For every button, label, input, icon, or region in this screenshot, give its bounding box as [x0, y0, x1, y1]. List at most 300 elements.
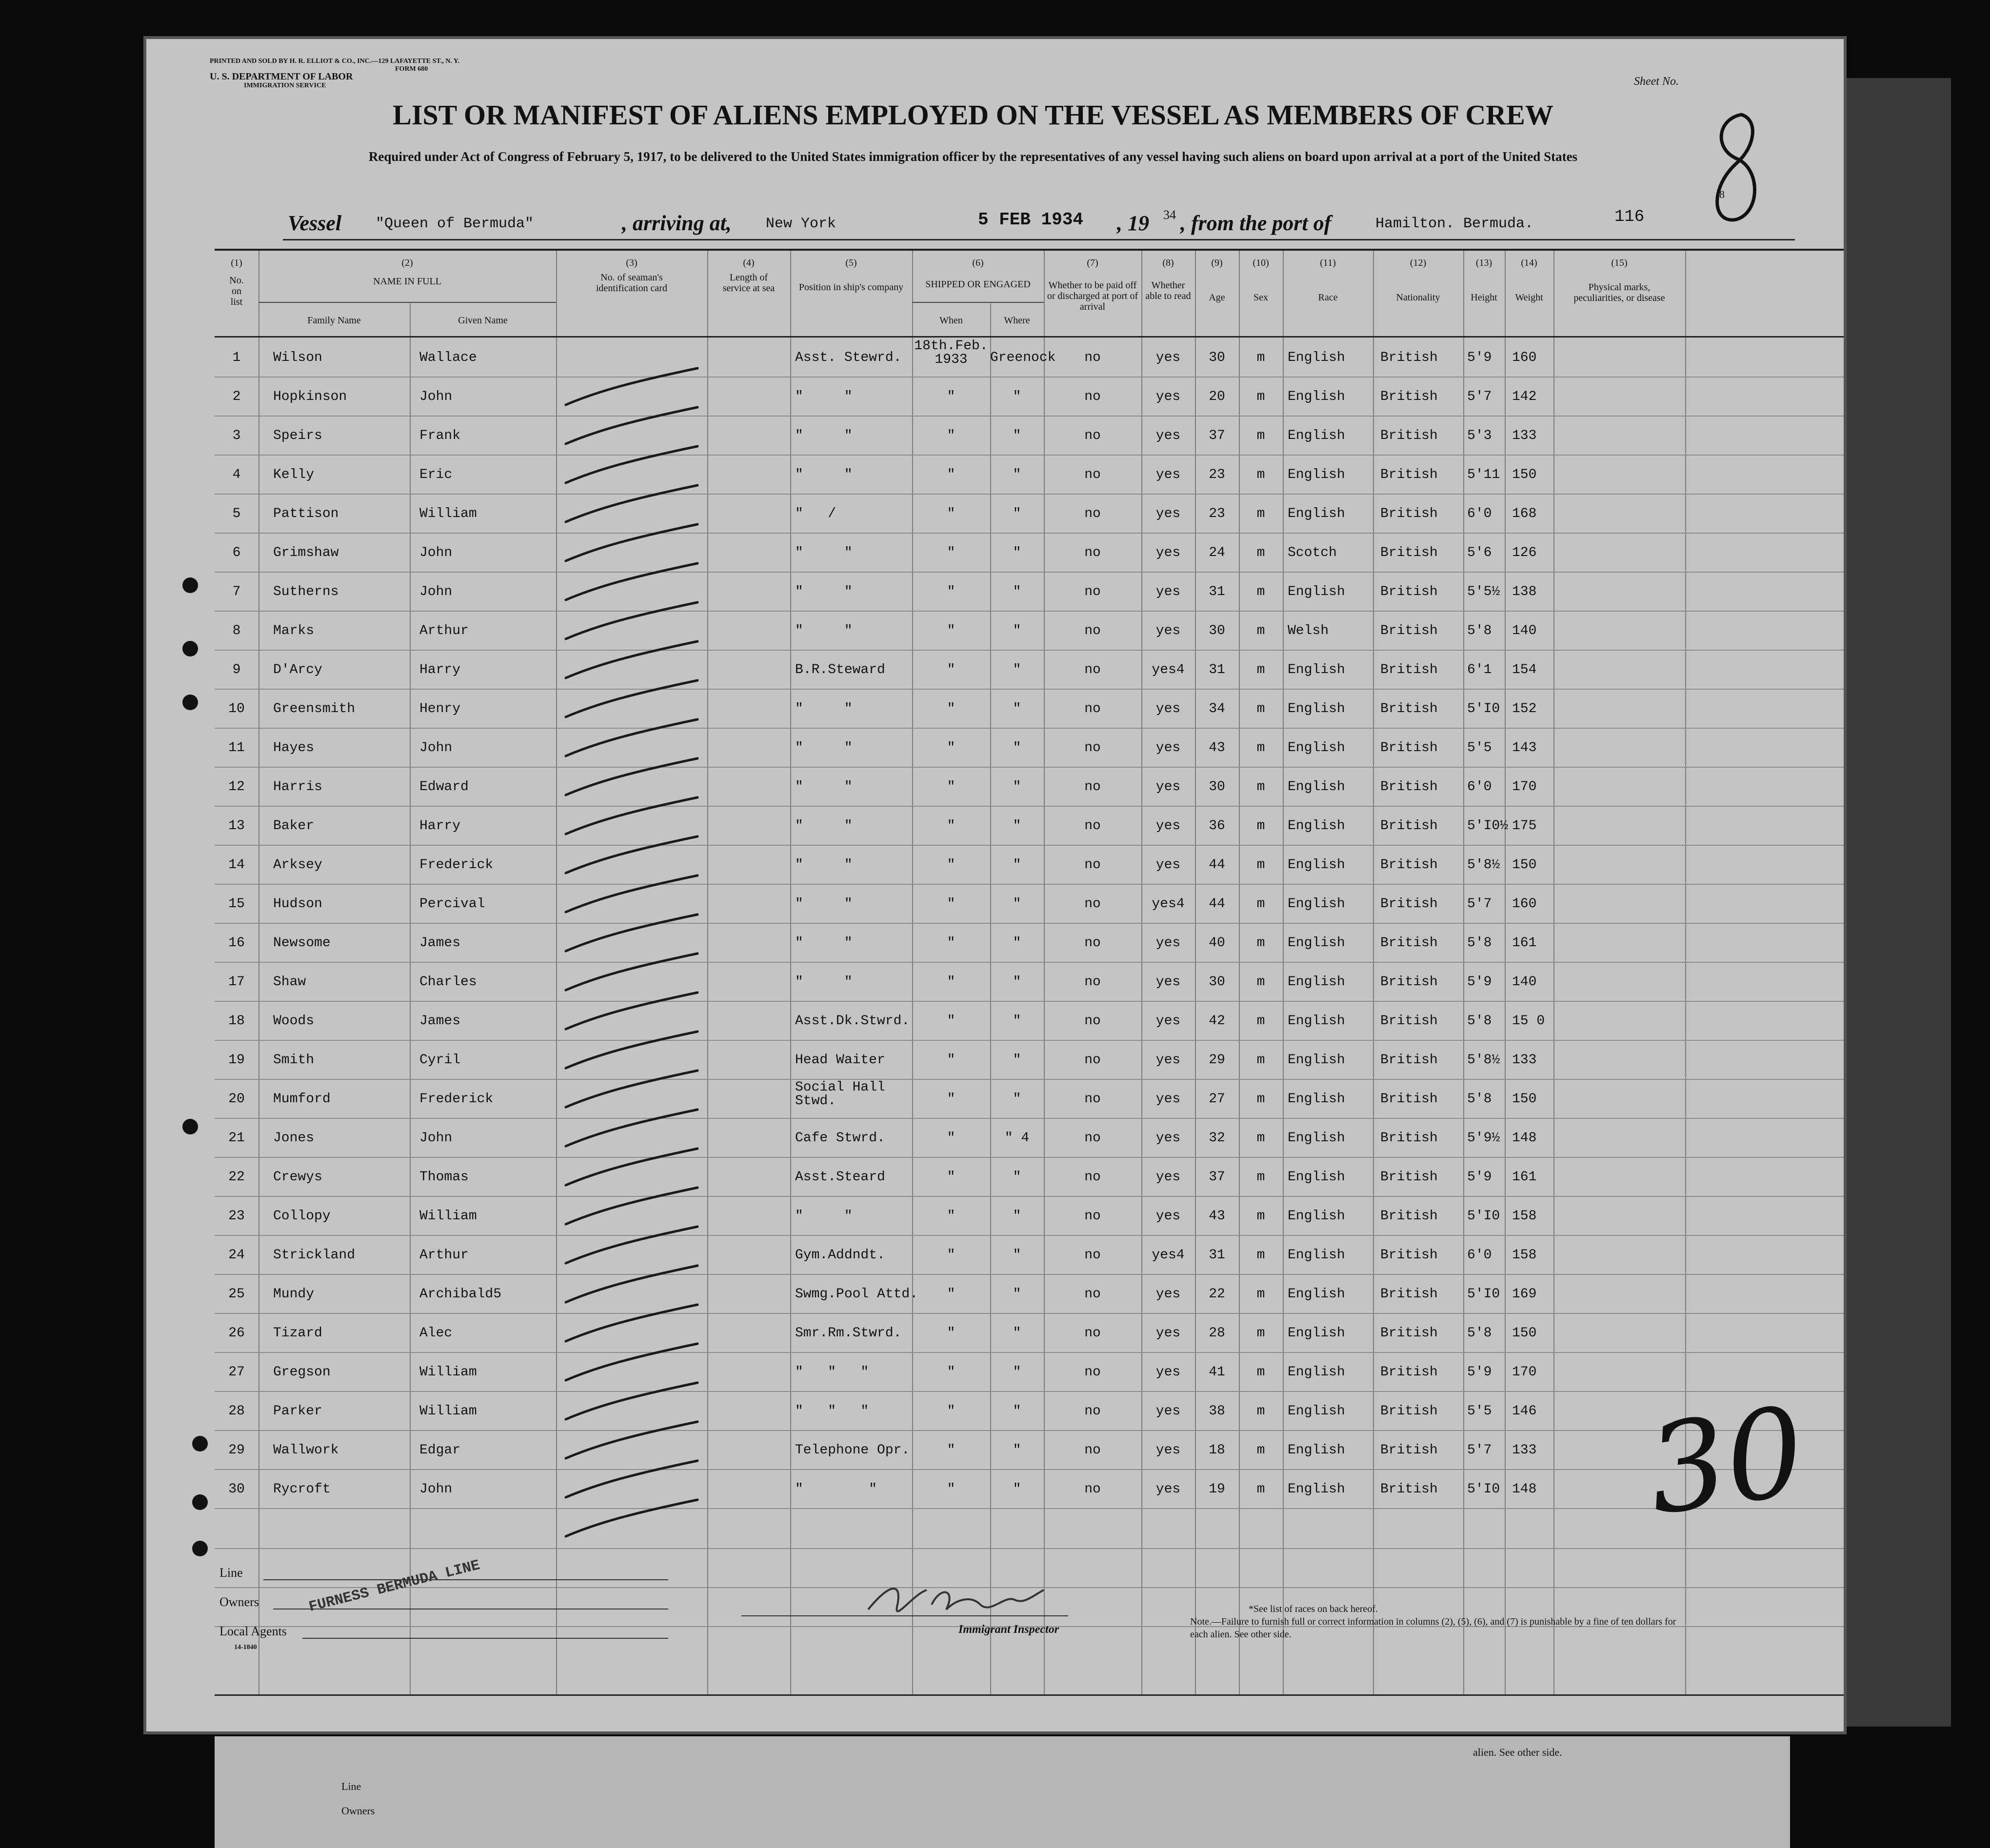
cell-nat: British	[1380, 623, 1438, 638]
cell-race: English	[1288, 1326, 1345, 1341]
under-note-fragment: alien. See other side.	[1473, 1746, 1562, 1758]
cell-paid: no	[1084, 623, 1101, 638]
cell-race: English	[1288, 857, 1345, 873]
cell-given: Harry	[419, 662, 461, 677]
cell-sex: m	[1256, 1053, 1265, 1068]
table-row	[215, 611, 1844, 651]
cell-no: 5	[232, 506, 241, 521]
cell-given: Frederick	[419, 857, 494, 873]
cell-race: English	[1288, 740, 1345, 755]
cell-age: 31	[1209, 1248, 1225, 1263]
cell-sex: m	[1256, 779, 1265, 795]
cell-height: 6'0	[1467, 779, 1492, 795]
punch-hole	[182, 641, 198, 656]
cell-sex: m	[1256, 1092, 1265, 1107]
cell-read: yes	[1155, 467, 1181, 482]
cell-read: yes	[1155, 1404, 1181, 1419]
cell-age: 23	[1209, 467, 1225, 482]
cell-position: " "	[795, 896, 853, 912]
cell-family: Harris	[273, 779, 322, 795]
cell-family: Gregson	[273, 1365, 331, 1380]
cell-given: John	[419, 545, 453, 560]
cell-weight: 133	[1512, 1443, 1537, 1458]
cell-when: "	[947, 818, 955, 834]
cell-paid: no	[1084, 1287, 1101, 1302]
cell-weight: 150	[1512, 857, 1537, 873]
col1-header: No. on list	[229, 275, 244, 307]
year-prefix: , 19	[1117, 211, 1149, 235]
table-row	[215, 1001, 1844, 1041]
cell-paid: no	[1084, 1443, 1101, 1458]
cell-family: Hayes	[273, 740, 315, 755]
cell-when: "	[947, 1013, 955, 1029]
cell-when: "	[947, 467, 955, 482]
cell-given: John	[419, 1482, 453, 1497]
cell-given: Thomas	[419, 1170, 469, 1185]
footer-line-label: Line	[219, 1566, 243, 1580]
cell-position: Social Hall Stwd.	[795, 1080, 885, 1109]
col7-number: (7)	[1087, 258, 1098, 268]
id-card-stroke	[566, 485, 697, 522]
cell-when: "	[947, 740, 955, 755]
table-row	[215, 1235, 1844, 1275]
cell-position: " "	[795, 623, 853, 638]
cell-weight: 152	[1512, 701, 1537, 716]
cell-age: 41	[1209, 1365, 1225, 1380]
cell-race: English	[1288, 935, 1345, 951]
table-row	[215, 767, 1844, 807]
footer-agents-label: Local Agents	[219, 1624, 287, 1638]
id-card-stroke	[566, 1032, 697, 1068]
cell-weight: 161	[1512, 1170, 1537, 1185]
cell-where: "	[1013, 623, 1021, 638]
cell-nat: British	[1380, 1131, 1438, 1146]
cell-sex: m	[1256, 740, 1265, 755]
cell-weight: 140	[1512, 623, 1537, 638]
cell-race: Welsh	[1288, 623, 1329, 638]
cell-weight: 142	[1512, 389, 1537, 404]
cell-family: Rycroft	[273, 1482, 331, 1497]
cell-nat: British	[1380, 662, 1438, 677]
table-row	[215, 494, 1844, 534]
cell-race: Scotch	[1288, 545, 1337, 560]
cell-height: 5'8	[1467, 1092, 1492, 1107]
id-card-stroke	[566, 719, 697, 756]
cell-where: "	[1013, 662, 1021, 677]
cell-race: English	[1288, 1443, 1345, 1458]
cell-nat: British	[1380, 1482, 1438, 1497]
cell-age: 30	[1209, 974, 1225, 990]
cell-race: English	[1288, 779, 1345, 795]
cell-no: 11	[228, 740, 245, 755]
cell-sex: m	[1256, 1326, 1265, 1341]
cell-no: 29	[228, 1443, 245, 1458]
manifest-table	[215, 249, 1844, 1696]
cell-given: John	[419, 1131, 453, 1146]
cell-height: 5'8	[1467, 623, 1492, 638]
cell-when: "	[947, 1131, 955, 1146]
id-card-stroke	[566, 1305, 697, 1341]
cell-height: 5'5	[1467, 740, 1492, 755]
cell-where: "	[1013, 389, 1021, 404]
cell-age: 30	[1209, 350, 1225, 365]
id-card-stroke	[566, 836, 697, 873]
cell-sex: m	[1256, 350, 1265, 365]
cell-age: 29	[1209, 1053, 1225, 1068]
table-row	[215, 1430, 1844, 1470]
cell-sex: m	[1256, 1131, 1265, 1146]
table-row	[215, 1079, 1844, 1119]
cell-when: "	[947, 896, 955, 912]
cell-height: 5'8	[1467, 1013, 1492, 1029]
cell-age: 32	[1209, 1131, 1225, 1146]
footer-line-rule	[263, 1579, 668, 1580]
cell-paid: no	[1084, 974, 1101, 990]
cell-read: yes4	[1152, 896, 1185, 912]
cell-sex: m	[1256, 389, 1265, 404]
cell-no: 27	[228, 1365, 245, 1380]
arrival-date-stamp: 5 FEB 1934	[978, 210, 1084, 230]
cell-nat: British	[1380, 428, 1438, 443]
cell-nat: British	[1380, 389, 1438, 404]
punch-hole	[192, 1494, 208, 1510]
cell-when: "	[947, 1443, 955, 1458]
vessel-label: Vessel	[288, 211, 341, 235]
vessel-name: "Queen of Bermuda"	[376, 216, 534, 232]
cell-position: " "	[795, 779, 853, 795]
col3-number: (3)	[626, 258, 637, 268]
cell-paid: no	[1084, 896, 1101, 912]
cell-height: 5'8½	[1467, 1053, 1500, 1068]
cell-race: English	[1288, 1287, 1345, 1302]
cell-where: "	[1013, 1248, 1021, 1263]
cell-where: "	[1013, 896, 1021, 912]
cell-sex: m	[1256, 1365, 1265, 1380]
cell-when: 18th.Feb. 1933	[914, 338, 988, 367]
company-stamp: FURNESS BERMUDA LINE	[307, 1557, 482, 1616]
id-card-stroke	[566, 641, 697, 678]
cell-position: " "	[795, 428, 853, 443]
cell-height: 5'7	[1467, 1443, 1492, 1458]
cell-nat: British	[1380, 857, 1438, 873]
cell-race: English	[1288, 818, 1345, 834]
inspector-rule	[741, 1615, 1068, 1616]
cell-height: 5'7	[1467, 389, 1492, 404]
cell-given: Cyril	[419, 1053, 461, 1068]
cell-family: Woods	[273, 1013, 315, 1029]
cell-sex: m	[1256, 545, 1265, 560]
col3-header: No. of seaman's identification card	[596, 272, 668, 294]
arriving-port: New York	[766, 216, 836, 232]
cell-family: Crewys	[273, 1170, 322, 1185]
cell-weight: 170	[1512, 779, 1537, 795]
cell-nat: British	[1380, 1092, 1438, 1107]
under-owners-label: Owners	[341, 1805, 375, 1817]
cell-sex: m	[1256, 506, 1265, 521]
cell-position: " "	[795, 584, 853, 599]
from-port: Hamilton. Bermuda.	[1375, 216, 1534, 232]
cell-read: yes	[1155, 935, 1181, 951]
cell-where: "	[1013, 1013, 1021, 1029]
cell-nat: British	[1380, 1053, 1438, 1068]
cell-no: 25	[228, 1287, 245, 1302]
penalty-note: Note.—Failure to furnish full or correct information in columns (2), (5), (6), and (7) is punishable by a fine of ten dollars for each alien. See other side.	[1190, 1616, 1676, 1640]
col7-header: Whether to be paid off or discharged at port of arrival	[1047, 280, 1138, 312]
cell-sex: m	[1256, 935, 1265, 951]
cell-when: "	[947, 701, 955, 716]
cell-paid: no	[1084, 1053, 1101, 1068]
cell-age: 30	[1209, 623, 1225, 638]
cell-paid: no	[1084, 740, 1101, 755]
cell-age: 44	[1209, 857, 1225, 873]
cell-height: 5'I0	[1467, 1482, 1500, 1497]
table-row	[215, 689, 1844, 729]
form-title: LIST OR MANIFEST OF ALIENS EMPLOYED ON THE VESSEL AS MEMBERS OF CREW	[393, 99, 1553, 131]
table-row	[215, 1157, 1844, 1197]
table-row	[215, 923, 1844, 963]
cell-nat: British	[1380, 584, 1438, 599]
cell-read: yes	[1155, 623, 1181, 638]
cell-family: Hudson	[273, 896, 322, 912]
cell-nat: British	[1380, 1443, 1438, 1458]
cell-nat: British	[1380, 935, 1438, 951]
cell-position: Head Waiter	[795, 1053, 885, 1068]
cell-position: Telephone Opr.	[795, 1443, 910, 1458]
cell-given: William	[419, 1365, 477, 1380]
col13-number: (13)	[1475, 258, 1492, 268]
cell-weight: 158	[1512, 1248, 1537, 1263]
cell-paid: no	[1084, 1013, 1101, 1029]
cell-race: English	[1288, 1404, 1345, 1419]
cell-no: 23	[228, 1209, 245, 1224]
cell-given: James	[419, 1013, 461, 1029]
cell-weight: 158	[1512, 1209, 1537, 1224]
cell-sex: m	[1256, 662, 1265, 677]
cell-where: "	[1013, 1482, 1021, 1497]
table-row	[215, 416, 1844, 456]
punch-hole	[192, 1436, 208, 1451]
cell-when: "	[947, 389, 955, 404]
cell-height: 5'9½	[1467, 1131, 1500, 1146]
cell-where: "	[1013, 935, 1021, 951]
cell-sex: m	[1256, 1170, 1265, 1185]
col6-header: SHIPPED OR ENGAGED	[925, 279, 1031, 290]
cell-paid: no	[1084, 428, 1101, 443]
cell-age: 24	[1209, 545, 1225, 560]
cell-no: 12	[228, 779, 245, 795]
cell-where: "	[1013, 1365, 1021, 1380]
cell-when: "	[947, 506, 955, 521]
table-row	[215, 1274, 1844, 1314]
cell-weight: 148	[1512, 1131, 1537, 1146]
arriving-label: , arriving at,	[622, 211, 732, 235]
id-card-stroke	[566, 993, 697, 1029]
cell-position: " "	[795, 935, 853, 951]
cell-paid: no	[1084, 1404, 1101, 1419]
col8-header: Whether able to read	[1145, 280, 1191, 301]
cell-age: 19	[1209, 1482, 1225, 1497]
list-number: 116	[1614, 208, 1645, 226]
cell-paid: no	[1084, 779, 1101, 795]
cell-position: " "	[795, 1209, 853, 1224]
cell-weight: 160	[1512, 896, 1537, 912]
cell-weight: 169	[1512, 1287, 1537, 1302]
cell-given: Percival	[419, 896, 485, 912]
cell-race: English	[1288, 428, 1345, 443]
cell-height: 5'8	[1467, 1326, 1492, 1341]
cell-age: 22	[1209, 1287, 1225, 1302]
cell-paid: no	[1084, 1365, 1101, 1380]
cell-no: 4	[232, 467, 241, 482]
cell-sex: m	[1256, 1404, 1265, 1419]
cell-when: "	[947, 1170, 955, 1185]
cell-paid: no	[1084, 1482, 1101, 1497]
cell-sex: m	[1256, 1287, 1265, 1302]
cell-given: Arthur	[419, 623, 469, 638]
col12-number: (12)	[1410, 258, 1427, 268]
cell-paid: no	[1084, 857, 1101, 873]
cell-given: Eric	[419, 467, 453, 482]
cell-when: "	[947, 623, 955, 638]
cell-read: yes	[1155, 1053, 1181, 1068]
id-card-stroke	[566, 797, 697, 834]
cell-weight: 133	[1512, 428, 1537, 443]
table-row	[215, 728, 1844, 768]
col5-header: Position in ship's company	[798, 282, 904, 293]
handwritten-total: 30	[1639, 1380, 1813, 1542]
cell-where: "	[1013, 506, 1021, 521]
cell-age: 37	[1209, 428, 1225, 443]
cell-nat: British	[1380, 1209, 1438, 1224]
cell-weight: 160	[1512, 350, 1537, 365]
id-card-stroke	[566, 758, 697, 795]
cell-age: 42	[1209, 1013, 1225, 1029]
service-label: IMMIGRATION SERVICE	[244, 82, 326, 89]
punch-hole	[182, 577, 198, 593]
cell-where: "	[1013, 584, 1021, 599]
cell-age: 31	[1209, 584, 1225, 599]
cell-sex: m	[1256, 1209, 1265, 1224]
cell-position: Asst.Steard	[795, 1170, 885, 1185]
cell-when: "	[947, 1209, 955, 1224]
cell-race: English	[1288, 1131, 1345, 1146]
table-row	[215, 962, 1844, 1002]
year-suffix: 34	[1163, 208, 1176, 222]
cell-family: Marks	[273, 623, 315, 638]
cell-sex: m	[1256, 428, 1265, 443]
cell-nat: British	[1380, 701, 1438, 716]
cell-no: 9	[232, 662, 241, 677]
cell-no: 7	[232, 584, 241, 599]
cell-sex: m	[1256, 1443, 1265, 1458]
cell-when: "	[947, 1326, 955, 1341]
cell-read: yes	[1155, 1170, 1181, 1185]
cell-given: Charles	[419, 974, 477, 990]
cell-age: 44	[1209, 896, 1225, 912]
races-note: *See list of races on back hereof.	[1249, 1604, 1378, 1614]
cell-given: William	[419, 1209, 477, 1224]
cell-height: 5'5½	[1467, 584, 1500, 599]
id-card-stroke	[566, 1422, 697, 1458]
cell-paid: no	[1084, 350, 1101, 365]
cell-family: Jones	[273, 1131, 315, 1146]
cell-when: "	[947, 974, 955, 990]
cell-no: 14	[228, 857, 245, 873]
cell-no: 15	[228, 896, 245, 912]
table-row	[215, 1313, 1844, 1353]
cell-no: 30	[228, 1482, 245, 1497]
cell-where: "	[1013, 1443, 1021, 1458]
cell-height: 5'3	[1467, 428, 1492, 443]
cell-family: Mumford	[273, 1092, 331, 1107]
cell-paid: no	[1084, 662, 1101, 677]
col2b-header: Given Name	[458, 315, 508, 326]
cell-nat: British	[1380, 818, 1438, 834]
footer-form-code: 14-1840	[234, 1644, 257, 1651]
cell-weight: 148	[1512, 1482, 1537, 1497]
cell-weight: 126	[1512, 545, 1537, 560]
cell-read: yes	[1155, 584, 1181, 599]
id-card-stroke	[566, 1266, 697, 1302]
cell-weight: 175	[1512, 818, 1537, 834]
cell-paid: no	[1084, 506, 1101, 521]
cell-nat: British	[1380, 740, 1438, 755]
cell-position: Swmg.Pool Attd.	[795, 1287, 918, 1302]
cell-position: " " "	[795, 1365, 869, 1380]
cell-height: 5'I0½	[1467, 818, 1509, 834]
cell-sex: m	[1256, 896, 1265, 912]
col6a-header: When	[939, 315, 963, 326]
cell-nat: British	[1380, 779, 1438, 795]
cell-no: 8	[232, 623, 241, 638]
cell-no: 2	[232, 389, 241, 404]
col12-header: Nationality	[1396, 292, 1440, 303]
table-row	[215, 1118, 1844, 1158]
id-card-stroke	[566, 1461, 697, 1497]
cell-where: "	[1013, 467, 1021, 482]
cell-position: " "	[795, 740, 853, 755]
cell-height: 5'I0	[1467, 1209, 1500, 1224]
cell-age: 38	[1209, 1404, 1225, 1419]
cell-race: English	[1288, 584, 1345, 599]
id-card-stroke	[566, 1110, 697, 1146]
cell-height: 5'I0	[1467, 1287, 1500, 1302]
col10-header: Sex	[1254, 292, 1268, 303]
cell-weight: 146	[1512, 1404, 1537, 1419]
cell-sex: m	[1256, 623, 1265, 638]
col15-number: (15)	[1611, 258, 1628, 268]
cell-when: "	[947, 1092, 955, 1107]
cell-race: English	[1288, 506, 1345, 521]
cell-read: yes	[1155, 545, 1181, 560]
id-card-stroke	[566, 875, 697, 912]
cell-read: yes	[1155, 506, 1181, 521]
cell-position: Smr.Rm.Stwrd.	[795, 1326, 902, 1341]
cell-paid: no	[1084, 467, 1101, 482]
cell-when: "	[947, 1482, 955, 1497]
cell-position: " /	[795, 506, 836, 521]
cell-weight: 150	[1512, 1092, 1537, 1107]
id-card-stroke	[566, 407, 697, 444]
cell-read: yes	[1155, 1443, 1181, 1458]
cell-given: John	[419, 740, 453, 755]
cell-paid: no	[1084, 701, 1101, 716]
cell-height: 5'8½	[1467, 857, 1500, 873]
cell-where: "	[1013, 545, 1021, 560]
cell-read: yes	[1155, 779, 1181, 795]
col10-number: (10)	[1253, 258, 1269, 268]
cell-height: 6'1	[1467, 662, 1492, 677]
